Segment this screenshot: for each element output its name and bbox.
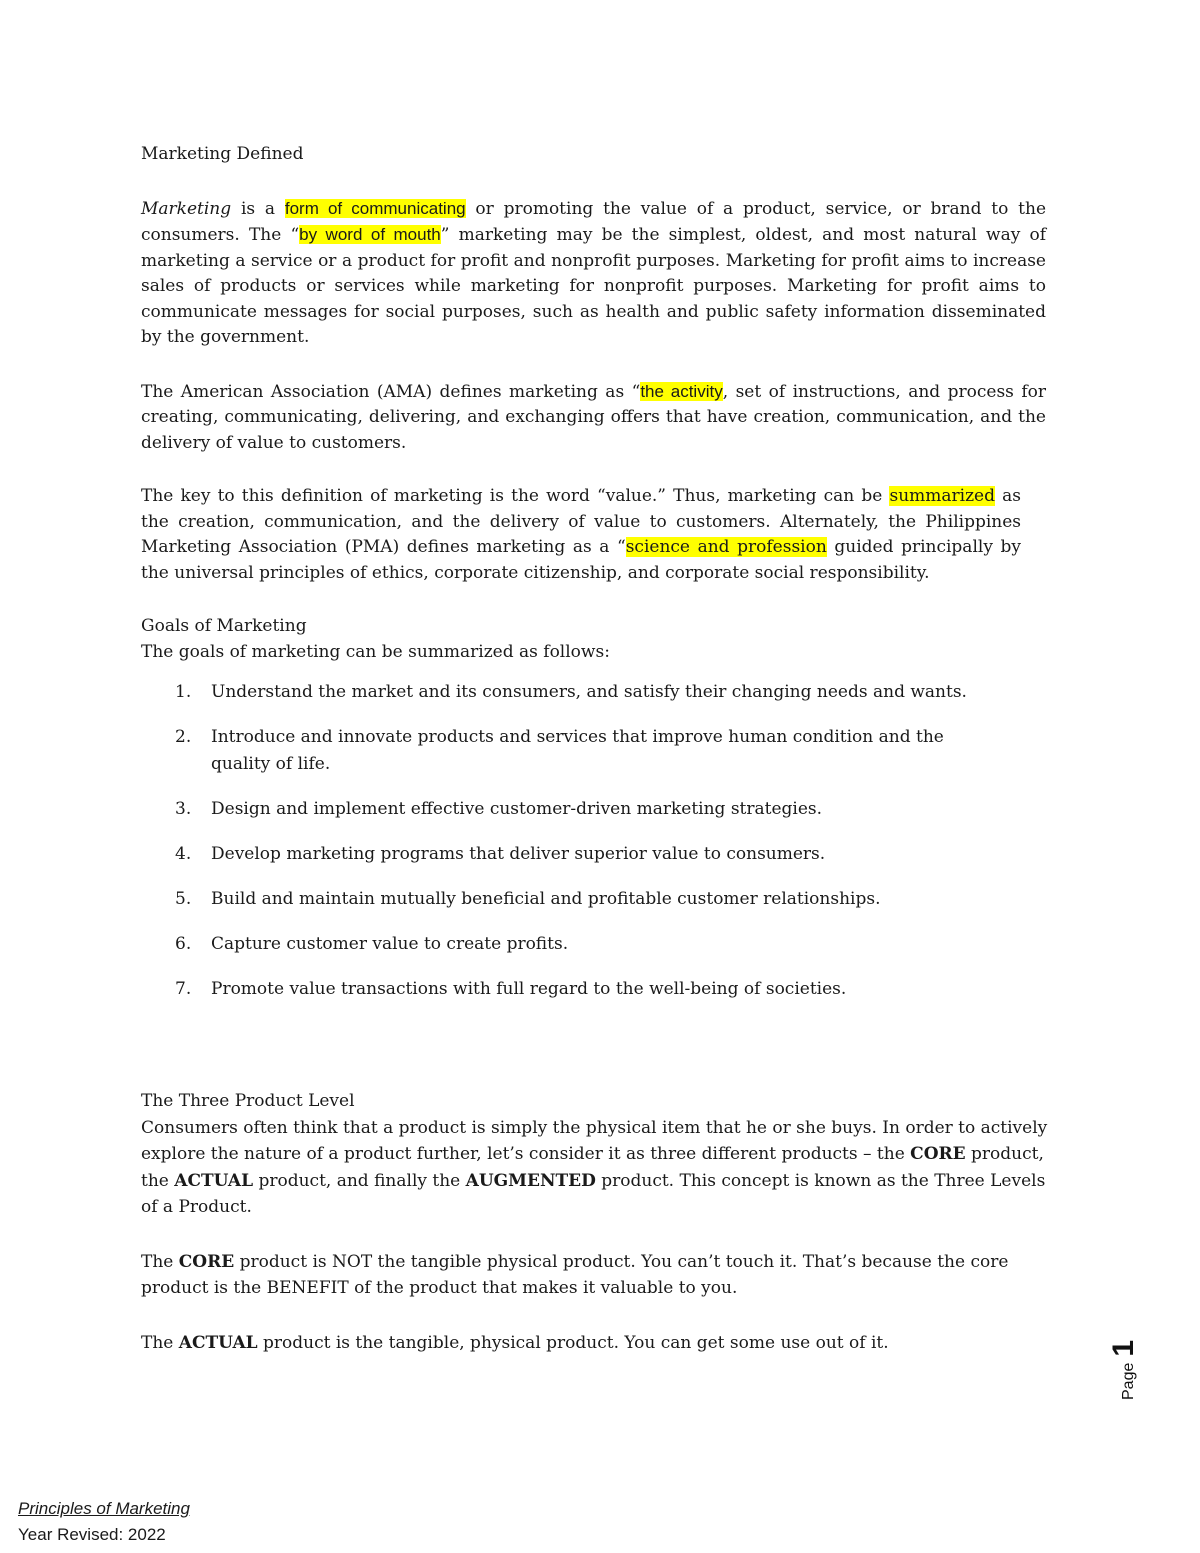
list-item: 6. Capture customer value to create profits.	[175, 934, 569, 954]
section-heading-goals: Goals of Marketing	[141, 616, 307, 636]
list-item: 2. Introduce and innovate products and services that improve human condition and the quality of life.	[175, 727, 944, 774]
list-item: 7. Promote value transactions with full regard to the well-being of societies.	[175, 979, 847, 999]
goals-list	[141, 679, 1046, 1003]
highlight-by-word-of-mouth: by word of mouth	[299, 225, 441, 244]
page-footer	[18, 1496, 190, 1548]
list-item: 4. Develop marketing programs that deliver superior value to consumers.	[175, 844, 826, 864]
page-number: Page1	[1107, 1339, 1140, 1400]
footer-course-title: Principles of Marketing	[18, 1499, 190, 1518]
footer-year-revised: Year Revised: 2022	[18, 1525, 166, 1544]
section-heading-three-product-level: The Three Product Level	[141, 1091, 355, 1111]
highlight-science-and-profession: science and profession	[625, 537, 827, 557]
paragraph-marketing-definition: Marketing is a form of communicating or promoting the value of a product, service, or brand to the consumers. The “by word of mouth” marketing may be the simplest, oldest, and most natural way of marketing a service or a product for profit and nonprofit purposes. Marketing for profit aims to increase sales of products or services while marketing for nonprofit purposes. Marketing for profit aims to communicate messages for social purposes, such as health and public safety information disseminated by the government.	[141, 198, 1047, 347]
goals-intro: The goals of marketing can be summarized as follows:	[141, 641, 610, 662]
term-marketing: Marketing	[141, 198, 232, 219]
highlight-the-activity: the activity	[640, 381, 723, 401]
list-item: 5. Build and maintain mutually beneficial and profitable customer relationships.	[175, 889, 881, 909]
highlight-form-of-communicating: form of communicating	[284, 198, 466, 218]
list-item: 3. Design and implement effective customer-driven marketing strategies.	[175, 799, 823, 819]
highlight-summarized: summarized	[889, 486, 995, 506]
three-product-level-section	[141, 1088, 1051, 1356]
paragraph-ama-definition: The American Association (AMA) defines marketing as “the activity, set of instructions, and process for creating, communicating, delivering, and exchanging offers that have creation, communication, and the delivery of value to customers.	[141, 381, 1047, 453]
paragraph-actual-product: The ACTUAL product is the tangible, physical product. You can get some use out of it.	[141, 1332, 889, 1353]
main-content	[141, 142, 1046, 1021]
paragraph-pma-definition: The key to this definition of marketing is the word “value.” Thus, marketing can be summarized as the creation, communication, and the delivery of value to customers. Alternately, the Philippines Marketing Association (PMA) defines marketing as a “science and profession guided principally by the universal principles of ethics, corporate citizenship, and corporate social responsibility.	[141, 486, 1021, 583]
paragraph-core-product: The CORE product is NOT the tangible physical product. You can’t touch it. That’s because the core product is the BENEFIT of the product that makes it valuable to you.	[141, 1251, 1009, 1298]
section-heading-marketing-defined: Marketing Defined	[141, 144, 304, 164]
list-item: 1. Understand the market and its consumers, and satisfy their changing needs and wants.	[175, 682, 967, 702]
paragraph-three-levels: Consumers often think that a product is simply the physical item that he or she buys. In order to actively explore the nature of a product further, let’s consider it as three different products – the CORE product, the ACTUAL product, and finally the AUGMENTED product. This concept is known as the Three Levels of a Product.	[141, 1117, 1048, 1217]
